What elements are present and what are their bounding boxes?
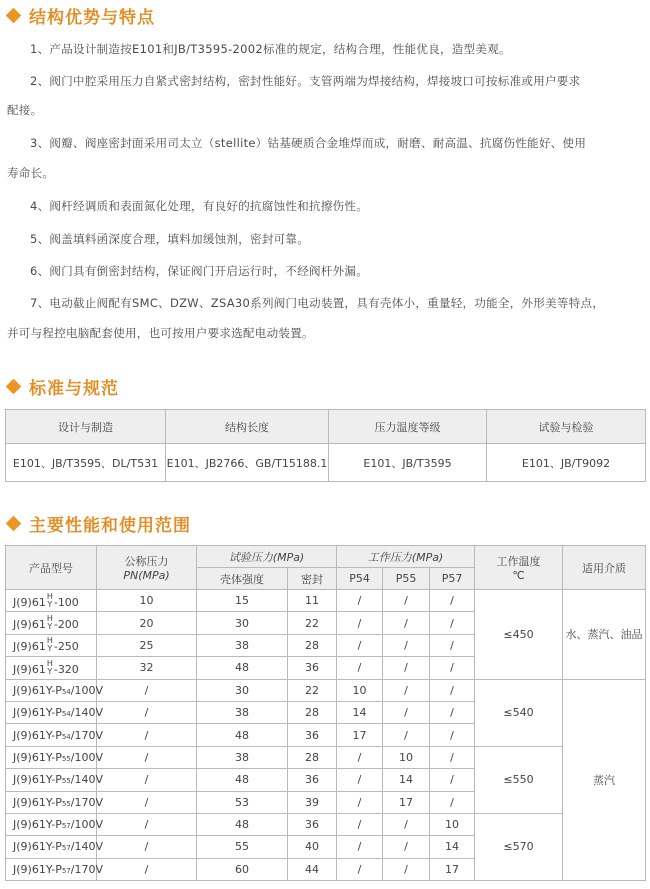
p57-cell: 14 xyxy=(430,836,475,858)
material-y: Y xyxy=(47,666,53,676)
p54-cell: / xyxy=(337,769,383,791)
p57-cell: / xyxy=(430,791,475,813)
model-prefix: J(9)61 xyxy=(13,618,46,632)
temp-cell: ≤550 xyxy=(475,746,563,813)
model-suffix: /170V xyxy=(70,862,103,876)
model-prefix: J(9)61Y-P xyxy=(13,862,62,876)
material-hy xyxy=(47,615,53,631)
seal-cell: 39 xyxy=(288,791,337,813)
temp-cell: ≤570 xyxy=(475,813,563,880)
shell-cell: 48 xyxy=(197,813,288,835)
feature-2-line-2: 配接。 xyxy=(7,103,43,117)
seal-cell: 22 xyxy=(288,612,337,634)
model-cell xyxy=(6,858,103,880)
temp-cell: ≤450 xyxy=(475,590,563,680)
p55-cell: / xyxy=(383,836,430,858)
model-prefix: J(9)61 xyxy=(13,595,46,609)
model-suffix: -200 xyxy=(53,618,79,632)
model-suffix: /100V xyxy=(70,750,103,764)
feature-2-line-1: 2、阀门中腔采用压力自紧式密封结构，密封性能好。支管两端为焊接结构，焊接坡口可按标准或用户要求 xyxy=(30,74,581,88)
shell-cell: 60 xyxy=(197,858,288,880)
perf-header-pn-line1: 公称压力 xyxy=(124,555,169,568)
model-prefix: J(9)61Y-P xyxy=(13,795,62,809)
p57-cell: 10 xyxy=(430,813,475,835)
shell-cell: 30 xyxy=(197,679,288,701)
p55-cell: 14 xyxy=(383,769,430,791)
perf-header-p57: P57 xyxy=(430,568,475,590)
p57-cell: / xyxy=(430,724,475,746)
seal-cell: 36 xyxy=(288,769,337,791)
pn-cell: / xyxy=(97,769,197,791)
p54-cell: / xyxy=(337,836,383,858)
model-subscript: 54 xyxy=(61,687,71,696)
model-prefix: J(9)61Y-P xyxy=(13,706,62,720)
pn-cell: / xyxy=(97,746,197,768)
perf-header-model: 产品型号 xyxy=(6,546,97,590)
model-subscript: 55 xyxy=(61,777,71,786)
model-cell xyxy=(6,746,103,768)
model-subscript: 54 xyxy=(61,732,71,741)
performance-heading xyxy=(6,512,191,534)
model-prefix: J(9)61 xyxy=(13,662,46,676)
std-header-pressure: 压力温度等级 xyxy=(329,410,487,444)
std-header-length: 结构长度 xyxy=(166,410,329,444)
performance-table xyxy=(5,545,646,881)
model-cell xyxy=(6,769,103,791)
p54-cell: / xyxy=(337,657,383,679)
model-cell xyxy=(6,813,103,835)
features-title: 结构优势与特点 xyxy=(29,7,155,28)
shell-cell: 30 xyxy=(197,612,288,634)
diamond-icon xyxy=(6,7,22,23)
model-suffix: -250 xyxy=(53,640,79,654)
shell-cell: 15 xyxy=(197,590,288,612)
seal-cell: 28 xyxy=(288,634,337,656)
p55-cell: / xyxy=(383,813,430,835)
perf-body xyxy=(6,590,646,881)
perf-header-pn-line2: PN(MPa) xyxy=(123,569,170,582)
temp-cell: ≤540 xyxy=(475,679,563,746)
p55-cell: / xyxy=(383,657,430,679)
model-prefix: J(9)61Y-P xyxy=(13,728,62,742)
p57-cell: / xyxy=(430,746,475,768)
seal-cell: 40 xyxy=(288,836,337,858)
shell-cell: 55 xyxy=(197,836,288,858)
p54-cell: 14 xyxy=(337,701,383,723)
model-prefix: J(9)61Y-P xyxy=(13,773,62,787)
std-header-test: 试验与检验 xyxy=(487,410,646,444)
pn-cell: 32 xyxy=(97,657,197,679)
model-prefix: J(9)61Y-P xyxy=(13,840,62,854)
std-value-test: E101、JB/T9092 xyxy=(487,444,646,482)
model-cell xyxy=(6,724,103,746)
model-suffix: /140V xyxy=(70,706,103,720)
pn-cell: 20 xyxy=(97,612,197,634)
pn-cell: 25 xyxy=(97,634,197,656)
seal-cell: 28 xyxy=(288,701,337,723)
perf-header-p54: P54 xyxy=(337,568,383,590)
model-suffix: /140V xyxy=(70,773,103,787)
p57-cell: / xyxy=(430,769,475,791)
model-suffix: /140V xyxy=(70,840,103,854)
diamond-icon xyxy=(6,515,22,531)
model-cell xyxy=(6,612,97,634)
diamond-icon xyxy=(6,378,22,394)
model-prefix: J(9)61Y-P xyxy=(13,683,62,697)
model-prefix: J(9)61Y-P xyxy=(13,818,62,832)
feature-1: 1、产品设计制造按E101和JB/T3595-2002标准的规定，结构合理，性能优良，造型美观。 xyxy=(30,42,511,56)
standards-value-row xyxy=(6,444,646,482)
feature-5: 5、阀盖填料函深度合理，填料加缓蚀剂，密封可靠。 xyxy=(30,232,310,246)
seal-cell: 36 xyxy=(288,813,337,835)
feature-3-line-2: 寿命长。 xyxy=(7,166,55,180)
seal-cell: 36 xyxy=(288,724,337,746)
perf-header-medium: 适用介质 xyxy=(563,546,646,590)
perf-header-p55: P55 xyxy=(383,568,430,590)
p54-cell: / xyxy=(337,746,383,768)
p55-cell: 10 xyxy=(383,746,430,768)
std-value-design: E101、JB/T3595、DL/T531 xyxy=(6,444,166,482)
perf-header-test: 试验压力(MPa) xyxy=(197,546,337,568)
features-heading xyxy=(6,4,155,26)
model-suffix: -320 xyxy=(53,662,79,676)
perf-header-temp xyxy=(475,546,563,590)
p57-cell: 17 xyxy=(430,858,475,880)
model-subscript: 55 xyxy=(61,799,71,808)
pn-cell: / xyxy=(97,679,197,701)
seal-cell: 11 xyxy=(288,590,337,612)
shell-cell: 48 xyxy=(197,769,288,791)
shell-cell: 38 xyxy=(197,634,288,656)
p57-cell: / xyxy=(430,657,475,679)
medium-cell: 蒸汽 xyxy=(563,679,646,881)
pn-cell: / xyxy=(97,701,197,723)
model-cell xyxy=(6,590,97,612)
material-hy xyxy=(47,637,53,653)
seal-cell: 36 xyxy=(288,657,337,679)
model-cell xyxy=(6,679,103,701)
performance-title: 主要性能和使用范围 xyxy=(29,515,191,536)
p54-cell: / xyxy=(337,858,383,880)
feature-4: 4、阀杆经调质和表面氮化处理，有良好的抗腐蚀性和抗擦伤性。 xyxy=(30,199,369,213)
perf-header-row-1 xyxy=(6,546,646,568)
p54-cell: / xyxy=(337,612,383,634)
perf-header-temp-line1: 工作温度 xyxy=(496,555,541,568)
model-suffix: -100 xyxy=(53,595,79,609)
model-subscript: 57 xyxy=(61,844,71,853)
p57-cell: / xyxy=(430,701,475,723)
model-subscript: 54 xyxy=(61,710,71,719)
model-suffix: /100V xyxy=(70,683,103,697)
material-h: H xyxy=(46,636,53,646)
standards-header-row xyxy=(6,410,646,444)
pn-cell: / xyxy=(97,858,197,880)
model-cell xyxy=(6,791,103,813)
standards-table xyxy=(5,409,646,482)
material-h: H xyxy=(46,658,53,668)
seal-cell: 44 xyxy=(288,858,337,880)
material-y: Y xyxy=(47,644,53,654)
shell-cell: 38 xyxy=(197,701,288,723)
seal-cell: 22 xyxy=(288,679,337,701)
model-suffix: /170V xyxy=(70,795,103,809)
perf-header-temp-line2: ℃ xyxy=(512,569,525,582)
standards-heading xyxy=(6,375,119,397)
std-value-length: E101、JB2766、GB/T15188.1 xyxy=(166,444,329,482)
p55-cell: / xyxy=(383,858,430,880)
model-subscript: 57 xyxy=(61,866,71,875)
table-row xyxy=(6,813,646,835)
medium-cell: 水、蒸汽、油品 xyxy=(563,590,646,680)
p54-cell: 17 xyxy=(337,724,383,746)
p55-cell: / xyxy=(383,679,430,701)
p54-cell: / xyxy=(337,791,383,813)
p55-cell: / xyxy=(383,634,430,656)
p54-cell: / xyxy=(337,590,383,612)
pn-cell: / xyxy=(97,724,197,746)
model-cell xyxy=(6,634,97,656)
table-row xyxy=(6,679,646,701)
table-row xyxy=(6,590,646,612)
material-y: Y xyxy=(47,599,53,609)
feature-7-line-1: 7、电动截止阀配有SMC、DZW、ZSA30系列阀门电动装置，具有壳体小，重量轻，功能全，外形美等特点， xyxy=(30,296,605,310)
model-prefix: J(9)61 xyxy=(13,640,46,654)
perf-header-pn xyxy=(97,546,197,590)
shell-cell: 38 xyxy=(197,746,288,768)
perf-header-seal: 密封 xyxy=(288,568,337,590)
model-cell xyxy=(6,657,97,679)
shell-cell: 48 xyxy=(197,657,288,679)
model-prefix: J(9)61Y-P xyxy=(13,750,62,764)
p57-cell: / xyxy=(430,612,475,634)
perf-header-shell: 壳体强度 xyxy=(197,568,288,590)
p55-cell: / xyxy=(383,612,430,634)
pn-cell: / xyxy=(97,813,197,835)
model-suffix: /100V xyxy=(70,818,103,832)
model-subscript: 55 xyxy=(61,754,71,763)
p54-cell: / xyxy=(337,634,383,656)
shell-cell: 48 xyxy=(197,724,288,746)
std-value-pressure: E101、JB/T3595 xyxy=(329,444,487,482)
model-subscript: 57 xyxy=(61,822,71,831)
table-row xyxy=(6,746,646,768)
p55-cell: 17 xyxy=(383,791,430,813)
p57-cell: / xyxy=(430,634,475,656)
p55-cell: / xyxy=(383,590,430,612)
perf-header-work: 工作压力(MPa) xyxy=(337,546,475,568)
material-y: Y xyxy=(47,622,53,632)
std-header-design: 设计与制造 xyxy=(6,410,166,444)
material-h: H xyxy=(46,614,53,624)
model-cell xyxy=(6,701,103,723)
standards-title: 标准与规范 xyxy=(29,378,119,399)
pn-cell: / xyxy=(97,836,197,858)
p55-cell: / xyxy=(383,701,430,723)
p54-cell: 10 xyxy=(337,679,383,701)
p57-cell: / xyxy=(430,590,475,612)
shell-cell: 53 xyxy=(197,791,288,813)
feature-6: 6、阀门具有倒密封结构，保证阀门开启运行时，不经阀杆外漏。 xyxy=(30,264,369,278)
feature-3-line-1: 3、阀瓣、阀座密封面采用司太立（stellite）钴基硬质合金堆焊而成，耐磨、耐高温、抗腐伤性能好、使用 xyxy=(30,136,587,150)
p54-cell: / xyxy=(337,813,383,835)
material-hy xyxy=(47,593,53,609)
feature-7-line-2: 并可与程控电脑配套使用，也可按用户要求选配电动装置。 xyxy=(7,326,314,340)
pn-cell: 10 xyxy=(97,590,197,612)
material-h: H xyxy=(46,591,53,601)
model-suffix: /170V xyxy=(70,728,103,742)
p57-cell: / xyxy=(430,679,475,701)
p55-cell: / xyxy=(383,724,430,746)
seal-cell: 28 xyxy=(288,746,337,768)
pn-cell: / xyxy=(97,791,197,813)
material-hy xyxy=(47,660,53,676)
model-cell xyxy=(6,836,103,858)
